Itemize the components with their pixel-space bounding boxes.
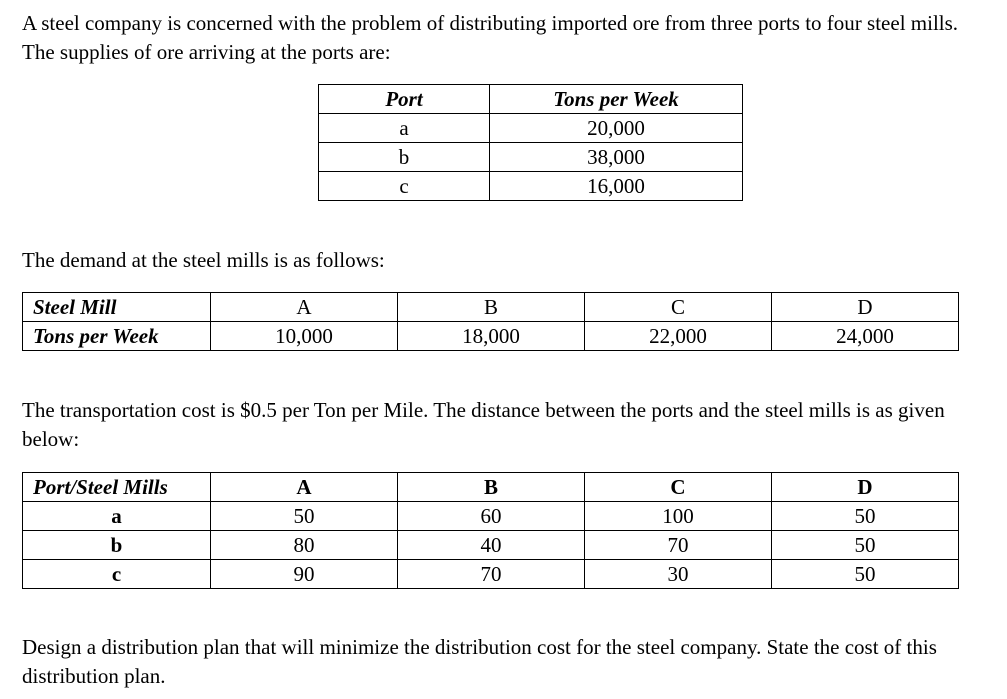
table-row (319, 143, 743, 172)
header-tons-per-week: Tons per Week (490, 85, 743, 114)
ports-supply-table (318, 84, 743, 201)
tons-per-week-label: Tons per Week (23, 322, 211, 351)
cost-paragraph: The transportation cost is $0.5 per Ton per Mile. The distance between the ports and the steel mills is as given below: (22, 398, 945, 451)
port-label: b (23, 531, 211, 560)
port-cell: b (319, 143, 490, 172)
demand-cell: 22,000 (585, 322, 772, 351)
header-port: Port (319, 85, 490, 114)
mill-cell: B (398, 293, 585, 322)
table-row (23, 531, 959, 560)
table-header-row (23, 473, 959, 502)
mill-cell: C (585, 293, 772, 322)
distance-cell: 60 (398, 502, 585, 531)
port-cell: c (319, 172, 490, 201)
distance-cell: 50 (772, 560, 959, 589)
port-label: c (23, 560, 211, 589)
demand-paragraph: The demand at the steel mills is as follows: (22, 248, 385, 272)
header-mill: D (772, 473, 959, 502)
supply-cell: 20,000 (490, 114, 743, 143)
table-row (23, 293, 959, 322)
mill-cell: A (211, 293, 398, 322)
table-header-row (319, 85, 743, 114)
demand-cell: 10,000 (211, 322, 398, 351)
header-mill: B (398, 473, 585, 502)
distance-cell: 40 (398, 531, 585, 560)
steel-mill-label: Steel Mill (23, 293, 211, 322)
supply-cell: 16,000 (490, 172, 743, 201)
distance-table (22, 472, 959, 589)
distance-cell: 50 (211, 502, 398, 531)
distance-cell: 30 (585, 560, 772, 589)
distance-cell: 80 (211, 531, 398, 560)
distance-cell: 50 (772, 531, 959, 560)
distance-cell: 90 (211, 560, 398, 589)
distance-cell: 50 (772, 502, 959, 531)
table-row (23, 560, 959, 589)
distance-cell: 70 (585, 531, 772, 560)
table-row (23, 502, 959, 531)
port-cell: a (319, 114, 490, 143)
demand-cell: 24,000 (772, 322, 959, 351)
header-port-steel-mills: Port/Steel Mills (23, 473, 211, 502)
port-label: a (23, 502, 211, 531)
header-mill: A (211, 473, 398, 502)
question-paragraph: Design a distribution plan that will minimize the distribution cost for the steel company. State the cost of this distribution plan. (22, 635, 937, 688)
table-row (23, 322, 959, 351)
header-mill: C (585, 473, 772, 502)
demand-cell: 18,000 (398, 322, 585, 351)
table-row (319, 114, 743, 143)
mill-demand-table (22, 292, 959, 351)
distance-cell: 70 (398, 560, 585, 589)
supply-cell: 38,000 (490, 143, 743, 172)
distance-cell: 100 (585, 502, 772, 531)
mill-cell: D (772, 293, 959, 322)
intro-paragraph: A steel company is concerned with the problem of distributing imported ore from three ports to four steel mills. The supplies of ore arriving at the ports are: (22, 11, 959, 64)
table-row (319, 172, 743, 201)
